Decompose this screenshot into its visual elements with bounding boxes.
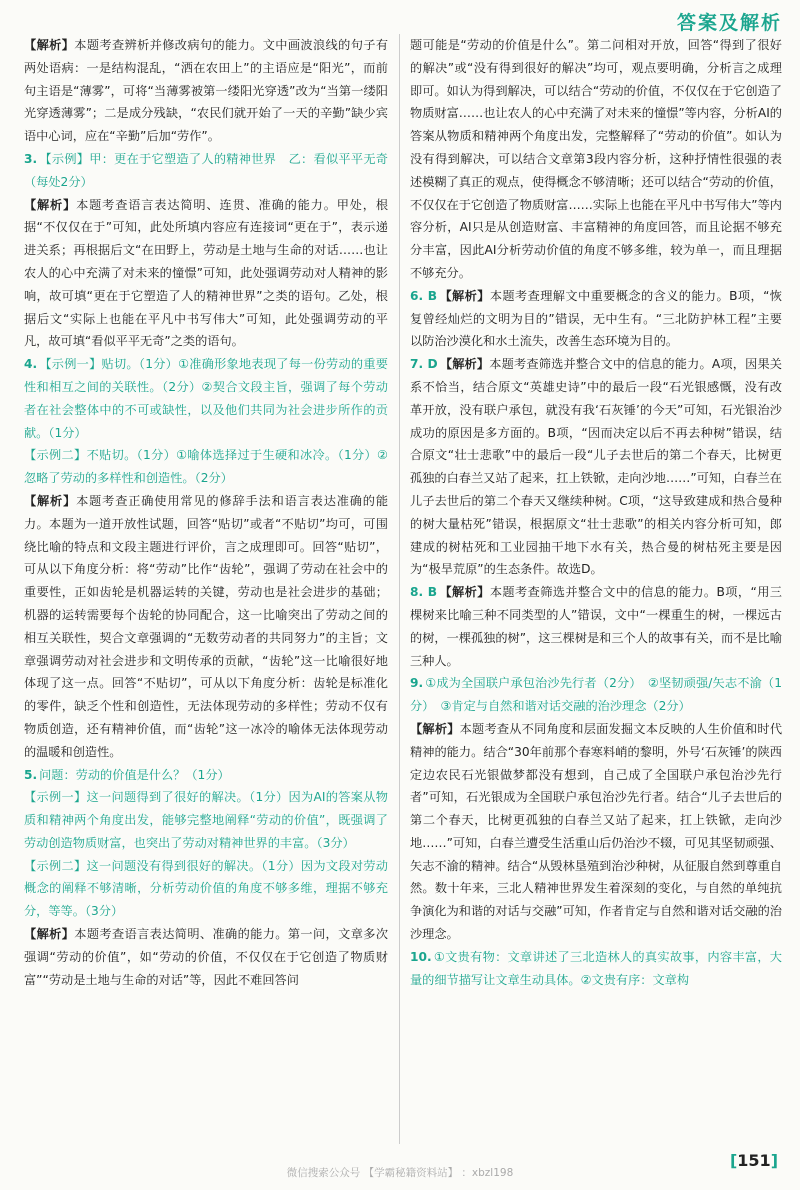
analysis-text: 本题考查正确使用常见的修辞手法和语言表达准确的能力。本题为一道开放性试题，回答“贴切”或者“不贴切”均可，可围绕比喻的特点和文段主题进行评价，言之成理即可。回答“贴切”，可从以下角度分析：将“劳动”比作“齿轮”，强调了劳动在社会中的重要性，正如齿轮是机器运转的关键，劳动也是社会进步的基础；机器的运转需要每个齿轮的协同配合，这一比喻突出了劳动之间的相互关联性，契合文章强调的“无数劳动者的共同努力”的主旨；文章强调劳动对社会进步和文明传承的贡献，“齿轮”这一比喻很好地体现了这一点。回答“不贴切”，可从以下角度分析：齿轮是标准化的零件，缺乏个性和创造性，无法体现劳动的多样性；劳动不仅有物质创造，还有精神价值，而“齿轮”这一冰冷的喻体无法体现劳动的温暖和创造性。 [24,493,389,759]
answer-paragraph [410,353,782,581]
analysis-text: 本题考查筛选并整合文中的信息的能力。B项，“用三棵树来比喻三种不同类型的人”错误，文中“一棵重生的树，一棵远古的树，一棵孤独的树”，这三棵树是和三个人的故事有关，而不是比喻三种人。 [410,585,782,668]
answer-text: 【示例一】贴切。（1分）①准确形象地表现了每一份劳动的重要性和相互之间的关联性。（2分）②契合文段主旨，强调了每个劳动者在社会整体中的不可或缺性，以及他们共同为社会进步所作的贡献。（1分） [24,357,388,440]
question-number: 8. B [410,585,438,600]
answer-paragraph [410,672,782,718]
answer-paragraph [24,923,388,991]
answer-paragraph [24,444,388,490]
question-number: 4. [24,357,38,372]
answer-text: 【示例二】不贴切。（1分）①喻体选择过于生硬和冰冷。（1分）②忽略了劳动的多样性和创造性。（2分） [24,448,388,486]
answer-paragraph [24,490,388,764]
analysis-text: 本题考查语言表达简明、准确的能力。第一问，文章多次强调“劳动的价值”，如“劳动的价值，不仅仅在于它创造了物质财富”“劳动是土地与生命的对话”等，因此不难回答问 [24,927,389,987]
analysis-label: 【解析】 [439,288,490,303]
analysis-label: 【解析】 [24,493,77,508]
analysis-label: 【解析】 [24,197,77,212]
analysis-text: 本题考查语言表达简明、连贯、准确的能力。甲处，根据“不仅仅在于”可知，此处所填内容应有连接词“更在于”，表示递进关系；再根据后文“在田野上，劳动是土地与生命的对话……也让农人的心中充满了对未来的憧憬”可知，此处强调劳动对人精神的影响，故可填“更在于它塑造了人的精神世界”之类的语句。乙处，根据后文“实际上也能在平凡中书写伟大”可知，此处强调劳动的平凡，故可填“看似平平无奇”之类的语句。 [24,197,389,349]
answer-paragraph [410,285,782,353]
answer-paragraph [410,718,782,946]
right-column [410,34,782,991]
analysis-text: 本题考查从不同角度和层面发掘文本反映的人生价值和时代精神的能力。结合“30年前那个春寒料峭的黎明，外号‘石灰锤’的陕西定边农民石光银做梦都没有想到，自己成了全国联户承包治沙先行者”可知，石光银成为全国联户承包治沙先行者。结合“儿子去世后的第二个春天，比树更孤独的白春兰又站了起来，扛上铁锨，走向沙地……”可知，白春兰遭受生活重山后仍治沙不辍，可见其坚韧顽强、矢志不渝的精神。结合“从毁林垦殖到治沙种树，从征服自然到尊重自然。数十年来，三北人精神世界发生着深刻的变化，与自然的单纯抗争演化为和谐的对话与交融”可知，作者肯定与自然和谐对话交融的治沙理念。 [410,721,783,942]
analysis-text: 本题考查辨析并修改病句的能力。文中画波浪线的句子有两处语病：一是结构混乱，“洒在农田上”的主语应是“阳光”，而前句主语是“薄雾”，可将“当薄雾被第一缕阳光穿透”改为“当第一缕阳光穿透薄雾”；二是成分残缺，“农民们就开始了一天的辛勤”缺少宾语中心词，应在“辛勤”后加“劳作”。 [24,38,389,144]
section-title: 答案及解析 [676,12,782,34]
question-number: 9. [410,676,424,691]
page-number: [151] [729,1151,778,1170]
analysis-text: 题可能是“劳动的价值是什么”。第二问相对开放，回答“得到了很好的解决”或“没有得到很好的解决”均可，观点要明确，分析言之成理即可。如认为得到解决，可以结合“劳动的价值，不仅仅在于它创造了物质财富……也让农人的心中充满了对未来的憧憬”等内容，分析AI的答案从物质和精神两个角度出发，完整解释了“劳动的价值”。如认为没有得到解决，可以结合文章第3段内容分析，这种抒情性很强的表述模糊了真正的观点，使得概念不够清晰；还可以结合“劳动的价值，不仅仅在于它创造了物质财富……实际上也能在平凡中书写伟大”等内容分析，AI只是从创造财富、丰富精神的角度回答，而且论据不够充分丰富，因此AI分析劳动价值的角度不够多维，较为单一，而且理据不够充分。 [410,38,782,280]
answer-paragraph [24,353,388,444]
answer-paragraph [410,581,782,672]
column-divider [399,34,400,1144]
analysis-label: 【解析】 [24,38,75,52]
answer-text: ①成为全国联户承包治沙先行者（2分） ②坚韧顽强/矢志不渝（1分） ③肯定与自然和谐对话交融的治沙理念（2分） [410,676,782,714]
answer-paragraph [24,786,388,854]
answer-text: 【示例一】这一问题得到了很好的解决。（1分）因为AI的答案从物质和精神两个角度出发，能够完整地阐释“劳动的价值”，既强调了劳动创造物质财富，也突出了劳动对精神世界的丰富。（3分） [24,790,388,850]
answer-paragraph [410,34,782,285]
question-number: 6. B [410,288,438,303]
answer-text: 问题：劳动的价值是什么？（1分） [39,767,230,782]
question-number: 3. [24,151,38,166]
answer-paragraph [410,946,782,992]
answer-paragraph [24,148,388,194]
question-number: 10. [410,949,432,964]
question-number: 5. [24,767,38,782]
footer-watermark: 微信搜索公众号 【学霸秘籍资料站】 ：xbzl198 [286,1167,514,1179]
answer-text: 【示例二】这一问题没有得到很好的解决。（1分）因为文段对劳动概念的阐释不够清晰，分析劳动价值的角度不够多维，理据不够充分，等等。（3分） [24,858,388,919]
left-column [24,34,388,991]
analysis-label: 【解析】 [439,357,490,372]
analysis-text: 本题考查理解文中重要概念的含义的能力。B项，“恢复曾经灿烂的文明为目的”错误，无中生有。“三北防护林工程”主要以防治沙漠化和水土流失，改善生态环境为目的。 [410,288,782,349]
analysis-label: 【解析】 [410,721,460,736]
answer-paragraph [24,34,388,148]
answer-paragraph [24,855,388,923]
answer-paragraph [24,764,388,787]
answer-text: ①文贵有物：文章讲述了三北造林人的真实故事，内容丰富，大量的细节描写让文章生动具体。②文贵有序：文章构 [410,949,782,987]
question-number: 7. D [410,357,438,372]
answer-text: 【示例】甲：更在于它塑造了人的精神世界 乙：看似平平无奇（每处2分） [24,151,388,189]
analysis-label: 【解析】 [439,585,490,600]
analysis-label: 【解析】 [24,927,75,942]
analysis-text: 本题考查筛选并整合文中的信息的能力。A项，因果关系不恰当，结合原文“英雄史诗”中的最后一段“石光银感慨，没有改革开放，没有联户承包，就没有我‘石灰锤’的今天”可知，石光银治沙成功的原因是多方面的。B项，“因而决定以后不再去种树”错误，结合原文“壮士悲歌”中的最后一段“儿子去世后的第二个春天，比树更孤独的白春兰又站了起来，扛上铁锨，走向沙地……”可知，白春兰在儿子去世后的第二个春天又继续种树。C项，“这导致建成和热合曼种的树大量枯死”错误，根据原文“壮士悲歌”的相关内容分析可知，郎建成的树枯死和工业园抽干地下水有关，热合曼的树枯死主要是因为“极旱荒原”的生态条件。故选D。 [410,357,782,577]
answer-paragraph [24,194,388,354]
